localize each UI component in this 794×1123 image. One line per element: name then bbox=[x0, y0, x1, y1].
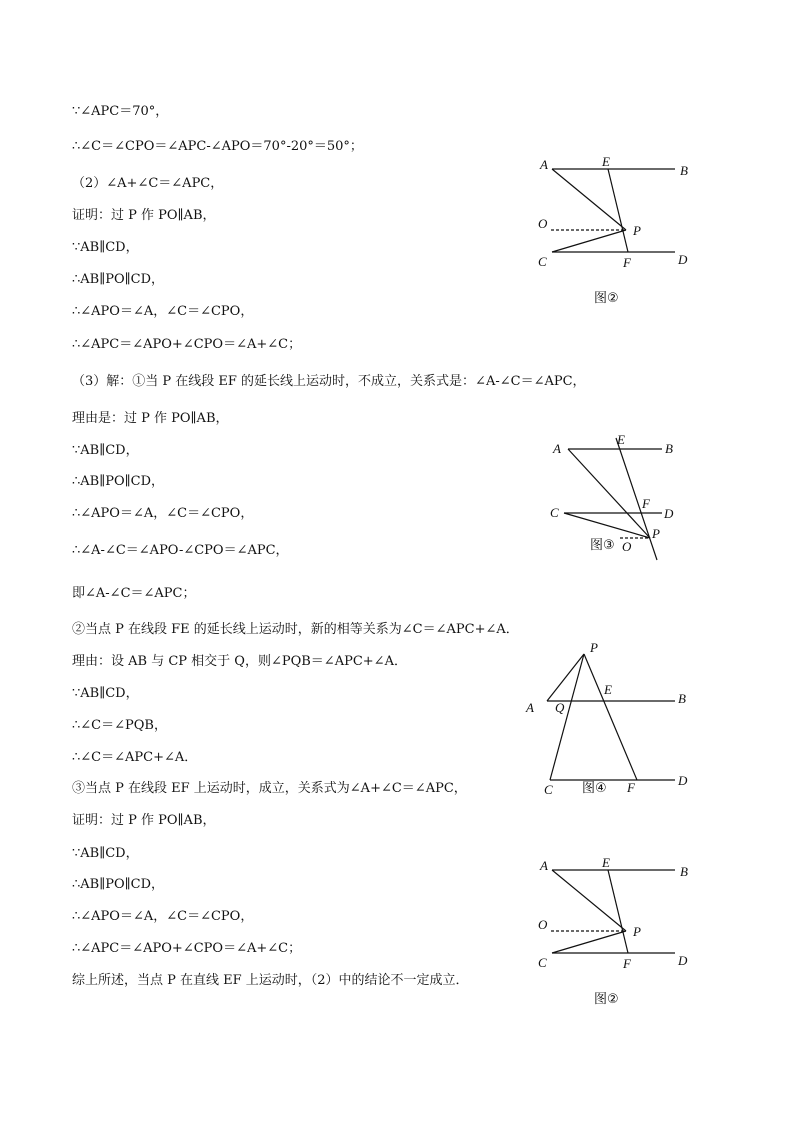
label-p: P bbox=[633, 223, 641, 238]
label-f: F bbox=[627, 780, 635, 795]
figure-4 bbox=[520, 635, 700, 800]
text-line: ∴∠C＝∠PQB， bbox=[72, 718, 167, 733]
segment-pf bbox=[584, 654, 637, 780]
text-line: ∴∠APO＝∠A，∠C＝∠CPO， bbox=[72, 304, 254, 319]
figure-caption: 图② bbox=[594, 291, 619, 306]
label-d: D bbox=[678, 773, 688, 788]
label-e: E bbox=[602, 855, 610, 870]
text-line: （2）∠A+∠C＝∠APC， bbox=[72, 176, 224, 191]
label-a: A bbox=[526, 700, 534, 715]
figure-3 bbox=[540, 430, 700, 570]
label-p: P bbox=[590, 640, 598, 655]
label-d: D bbox=[678, 953, 688, 968]
label-f: F bbox=[623, 255, 631, 270]
text-line: ∴∠A-∠C＝∠APO-∠CPO＝∠APC， bbox=[72, 543, 289, 558]
text-line: ②当点 P 在线段 FE 的延长线上运动时，新的相等关系为∠C＝∠APC+∠A． bbox=[72, 622, 519, 637]
text-line: ③当点 P 在线段 EF 上运动时，成立，关系式为∠A+∠C＝∠APC， bbox=[72, 781, 467, 796]
segment-ap bbox=[568, 449, 650, 538]
label-o: O bbox=[622, 539, 632, 554]
label-c: C bbox=[538, 955, 547, 970]
text-line: 即∠A-∠C＝∠APC； bbox=[72, 586, 196, 601]
text-line: 理由：设 AB 与 CP 相交于 Q，则∠PQB＝∠APC+∠A． bbox=[72, 654, 407, 669]
segment-pa bbox=[547, 654, 584, 701]
label-a: A bbox=[540, 858, 548, 873]
label-c: C bbox=[538, 254, 547, 269]
label-f: F bbox=[623, 956, 631, 971]
text-line: ∴AB∥PO∥CD， bbox=[72, 272, 164, 287]
text-line: ∴∠APO＝∠A，∠C＝∠CPO， bbox=[72, 909, 254, 924]
label-b: B bbox=[680, 163, 688, 178]
label-e: E bbox=[617, 432, 625, 447]
figure-caption: 图③ bbox=[590, 538, 615, 553]
label-b: B bbox=[680, 864, 688, 879]
text-line: ∴∠APO＝∠A，∠C＝∠CPO， bbox=[72, 506, 254, 521]
text-line: ∴∠C＝∠APC+∠A． bbox=[72, 750, 198, 765]
text-line: ∵∠APC＝70°， bbox=[72, 104, 169, 119]
label-e: E bbox=[604, 682, 612, 697]
line-ef bbox=[608, 169, 628, 252]
figure-caption: 图② bbox=[594, 992, 619, 1007]
text-line: （3）解：①当 P 在线段 EF 的延长线上运动时，不成立，关系式是：∠A-∠C＝∠APC， bbox=[72, 374, 586, 389]
label-e: E bbox=[602, 154, 610, 169]
figure-2-top bbox=[530, 150, 710, 310]
text-line: 证明：过 P 作 PO∥AB， bbox=[72, 813, 216, 828]
label-c: C bbox=[544, 782, 553, 797]
text-line: 综上所述，当点 P 在直线 EF 上运动时，（2）中的结论不一定成立． bbox=[72, 973, 469, 988]
text-line: ∴AB∥PO∥CD， bbox=[72, 877, 164, 892]
text-line: ∵AB∥CD， bbox=[72, 686, 139, 701]
text-line: ∵AB∥CD， bbox=[72, 240, 139, 255]
label-o: O bbox=[538, 917, 548, 932]
segment-cp bbox=[552, 931, 626, 953]
figure-caption: 图④ bbox=[582, 781, 607, 796]
text-line: ∵AB∥CD， bbox=[72, 846, 139, 861]
label-d: D bbox=[664, 506, 674, 521]
label-o: O bbox=[538, 216, 548, 231]
label-a: A bbox=[553, 441, 561, 456]
text-line: ∴∠APC＝∠APO+∠CPO＝∠A+∠C； bbox=[72, 337, 302, 352]
label-c: C bbox=[550, 505, 559, 520]
label-d: D bbox=[678, 252, 688, 267]
label-f: F bbox=[642, 496, 650, 511]
text-line: ∴∠C＝∠CPO＝∠APC-∠APO＝70°-20°＝50°； bbox=[72, 139, 363, 154]
label-b: B bbox=[665, 441, 673, 456]
label-q: Q bbox=[555, 700, 565, 715]
label-p: P bbox=[633, 924, 641, 939]
segment-cp bbox=[564, 513, 650, 538]
label-p: P bbox=[652, 526, 660, 541]
text-line: 证明：过 P 作 PO∥AB， bbox=[72, 208, 216, 223]
text-line: 理由是：过 P 作 PO∥AB， bbox=[72, 411, 229, 426]
label-a: A bbox=[540, 157, 548, 172]
text-line: ∴∠APC＝∠APO+∠CPO＝∠A+∠C； bbox=[72, 941, 302, 956]
segment-cp bbox=[552, 230, 626, 252]
segment-pc bbox=[550, 654, 584, 780]
text-line: ∴AB∥PO∥CD， bbox=[72, 474, 164, 489]
line-ef bbox=[608, 870, 628, 953]
label-b: B bbox=[678, 691, 686, 706]
text-line: ∵AB∥CD， bbox=[72, 443, 139, 458]
figure-2-bottom bbox=[530, 851, 710, 1011]
